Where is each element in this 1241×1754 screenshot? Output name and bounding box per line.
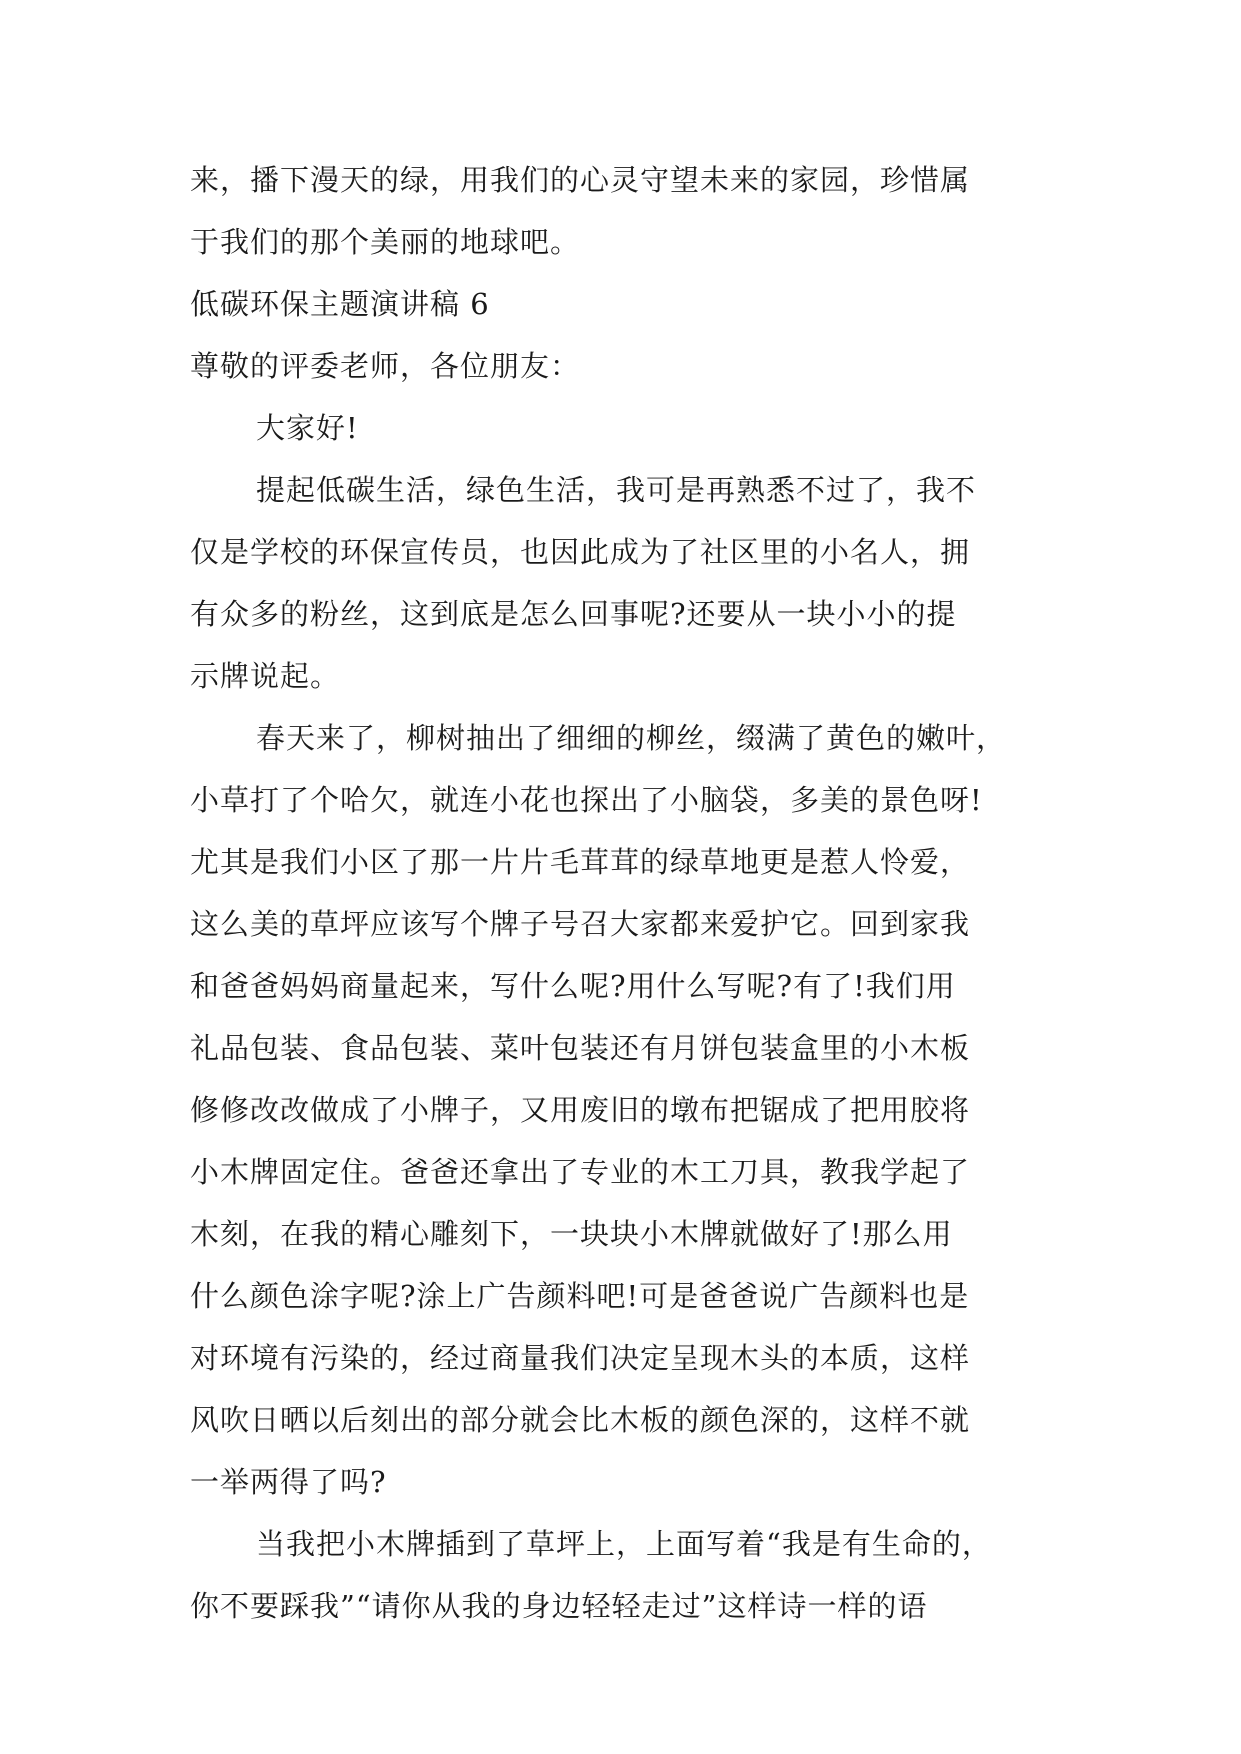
text-line: 和爸爸妈妈商量起来，写什么呢?用什么写呢?有了!我们用 [190,969,956,1003]
text-line: 一举两得了吗? [190,1465,387,1499]
greeting: 大家好! [256,411,359,445]
text-line: 这么美的草坪应该写个牌子号召大家都来爱护它。回到家我 [190,907,971,941]
text-line: 尤其是我们小区了那一片片毛茸茸的绿草地更是惹人怜爱， [190,845,971,879]
text-line: 提起低碳生活，绿色生活，我可是再熟悉不过了，我不 [256,473,977,507]
text-line: 于我们的那个美丽的地球吧。 [190,225,581,259]
text-line: 小木牌固定住。爸爸还拿出了专业的木工刀具，教我学起了 [190,1155,971,1189]
text-line: 木刻，在我的精心雕刻下，一块块小木牌就做好了!那么用 [190,1217,953,1251]
text-line: 来，播下漫天的绿，用我们的心灵守望未来的家园，珍惜属 [190,163,971,197]
text-line: 对环境有污染的，经过商量我们决定呈现木头的本质，这样 [190,1341,971,1375]
text-line: 修修改改做成了小牌子，又用废旧的墩布把锯成了把用胶将 [190,1093,971,1127]
text-line: 礼品包装、食品包装、菜叶包装还有月饼包装盒里的小木板 [190,1031,971,1065]
text-line: 示牌说起。 [190,659,341,693]
text-line: 小草打了个哈欠，就连小花也探出了小脑袋，多美的景色呀! [190,783,983,817]
text-line: 什么颜色涂字呢?涂上广告颜料吧!可是爸爸说广告颜料也是 [190,1279,970,1313]
text-line: 仅是学校的环保宣传员，也因此成为了社区里的小名人，拥 [190,535,971,569]
section-heading: 低碳环保主题演讲稿 6 [190,287,490,321]
text-line: 你不要踩我”“请你从我的身边轻轻走过”这样诗一样的语 [190,1589,928,1623]
text-line: 当我把小木牌插到了草坪上，上面写着“我是有生命的， [256,1527,992,1561]
text-line: 风吹日晒以后刻出的部分就会比木板的颜色深的，这样不就 [190,1403,971,1437]
text-line: 春天来了，柳树抽出了细细的柳丝，缀满了黄色的嫩叶， [256,721,1007,755]
text-line: 有众多的粉丝，这到底是怎么回事呢?还要从一块小小的提 [190,597,957,631]
salutation: 尊敬的评委老师，各位朋友： [190,349,581,383]
